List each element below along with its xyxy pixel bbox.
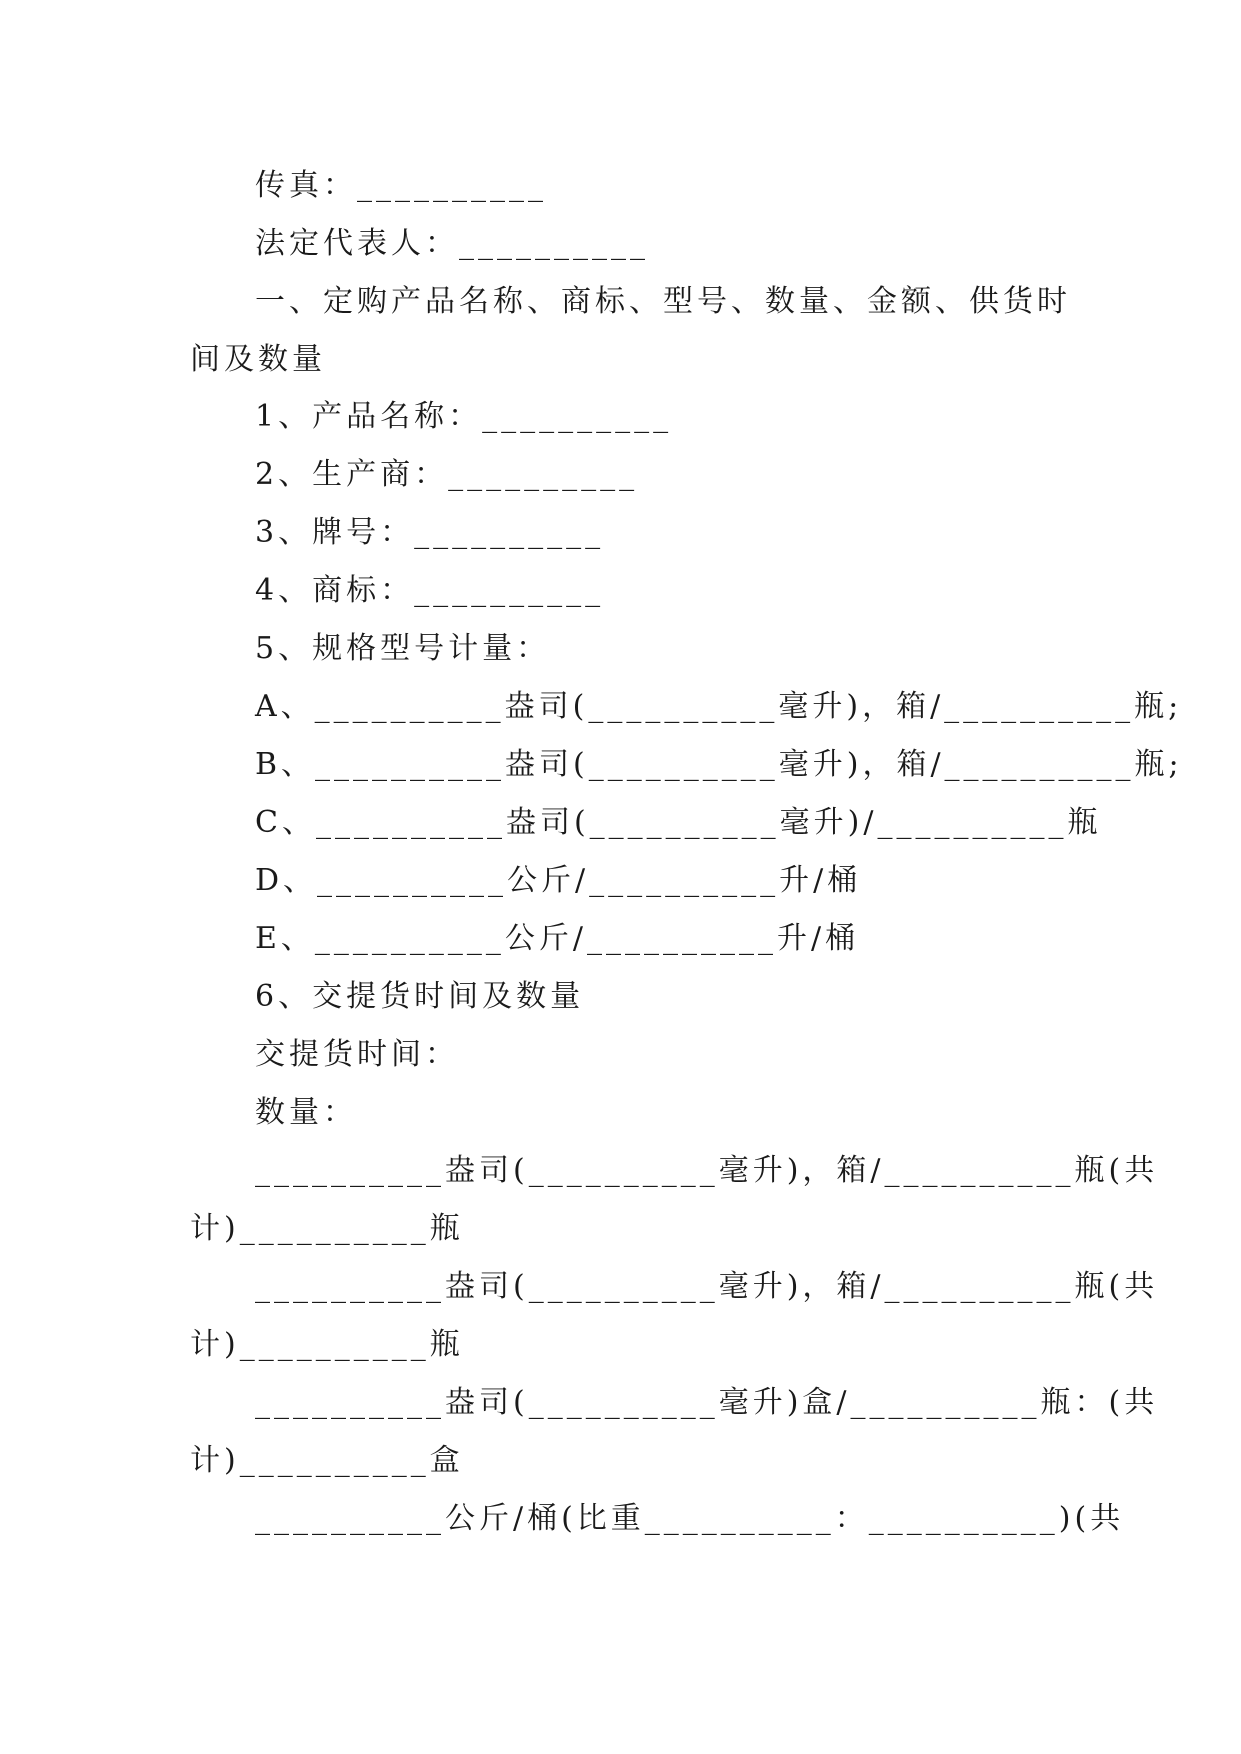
fax-line: 传真：__________ <box>255 168 547 203</box>
quantity-row-3-cont: 计)__________盒 <box>190 1443 464 1478</box>
quantity-row-3: __________盎司(__________毫升)盒/__________瓶：(共 <box>255 1385 1159 1420</box>
spec-model-line: 5、规格型号计量： <box>255 631 551 666</box>
spec-item-a: A、__________盎司(__________毫升)，箱/__________瓶; <box>255 689 1183 724</box>
delivery-heading: 6、交提货时间及数量 <box>255 979 585 1014</box>
trademark-line: 4、商标：__________ <box>255 573 605 608</box>
brand-number-line: 3、牌号：__________ <box>255 515 605 550</box>
quantity-line: 数量： <box>255 1095 357 1130</box>
quantity-row-4: __________公斤/桶(比重__________：__________)(共 <box>255 1501 1125 1536</box>
product-name-line: 1、产品名称：__________ <box>255 399 673 434</box>
quantity-row-1: __________盎司(__________毫升)，箱/__________瓶(共 <box>255 1153 1159 1188</box>
delivery-time-line: 交提货时间： <box>255 1037 459 1072</box>
section-heading-1: 一、定购产品名称、商标、型号、数量、金额、供货时 <box>255 284 1071 319</box>
quantity-row-2: __________盎司(__________毫升)，箱/__________瓶(共 <box>255 1269 1159 1304</box>
section-heading-1-cont: 间及数量 <box>190 342 326 377</box>
spec-item-e: E、__________公斤/__________升/桶 <box>255 921 860 956</box>
quantity-row-1-cont: 计)__________瓶 <box>190 1211 464 1246</box>
quantity-row-2-cont: 计)__________瓶 <box>190 1327 464 1362</box>
manufacturer-line: 2、生产商：__________ <box>255 457 639 492</box>
legal-representative-line: 法定代表人：__________ <box>255 226 649 261</box>
spec-item-d: D、__________公斤/__________升/桶 <box>255 863 862 898</box>
spec-item-c: C、__________盎司(__________毫升)/__________瓶 <box>255 805 1102 840</box>
spec-item-b: B、__________盎司(__________毫升)，箱/__________瓶; <box>255 747 1183 782</box>
